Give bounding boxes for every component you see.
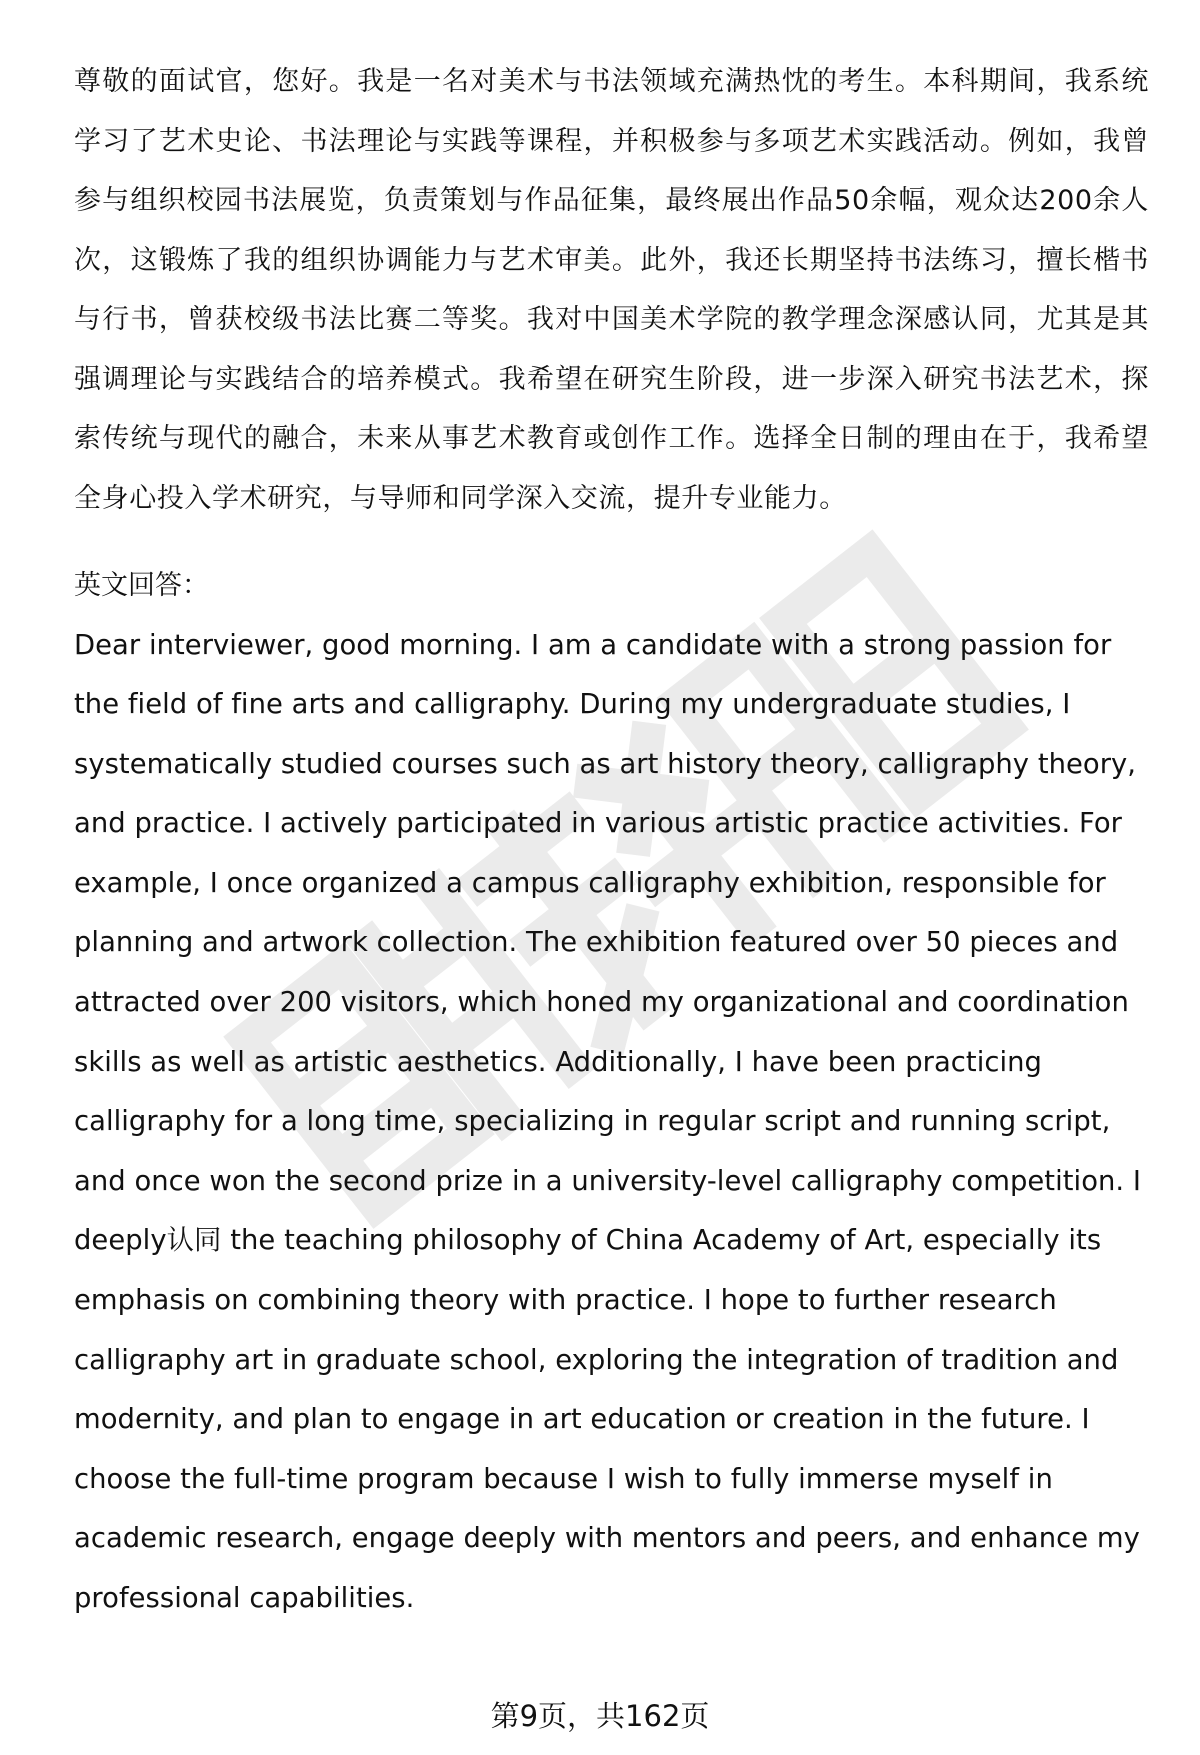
page-number-footer: 第9页，共162页 <box>490 1699 710 1733</box>
english-answer-paragraph: Dear interviewer, good morning. I am a candidate with a strong passion for the field of fine arts and calligraphy. During my undergraduate studies, I systematically studied courses such as art history theory, calligraphy theory, and practice. I actively participated in various artistic practice activities. For example, I once organized a campus calligraphy exhibition, responsible for planning and artwork collection. The exhibition featured over 50 pieces and attracted over 200 visitors, which honed my organizational and coordination skills as well as artistic aesthetics. Additionally, I have been practicing calligraphy for a long time, specializing in regular script and running script, and once won the second prize in a university-level calligraphy competition. I deeply认同 the teaching philosophy of China Academy of Art, especially its emphasis on combining theory with practice. I hope to further research calligraphy art in graduate school, exploring the integration of tradition and modernity, and plan to engage in art education or creation in the future. I choose the full-time program because I wish to fully immerse myself in academic research, engage deeply with mentors and peers, and enhance my professional capabilities. <box>74 629 1142 1614</box>
english-answer-heading: 英文回答： <box>74 570 209 601</box>
answer-content <box>74 52 1149 1629</box>
chinese-answer-paragraph: 尊敬的面试官，您好。我是一名对美术与书法领域充满热忱的考生。本科期间，我系统学习了艺术史论、书法理论与实践等课程，并积极参与多项艺术实践活动。例如，我曾参与组织校园书法展览，负责策划与作品征集，最终展出作品50余幅，观众达200余人次，这锻炼了我的组织协调能力与艺术审美。此外，我还长期坚持书法练习，擅长楷书与行书，曾获校级书法比赛二等奖。我对中国美术学院的教学理念深感认同，尤其是其强调理论与实践结合的培养模式。我希望在研究生阶段，进一步深入研究书法艺术，探索传统与现代的融合，未来从事艺术教育或创作工作。选择全日制的理由在于，我希望全身心投入学术研究，与导师和同学深入交流，提升专业能力。 <box>74 66 1149 514</box>
